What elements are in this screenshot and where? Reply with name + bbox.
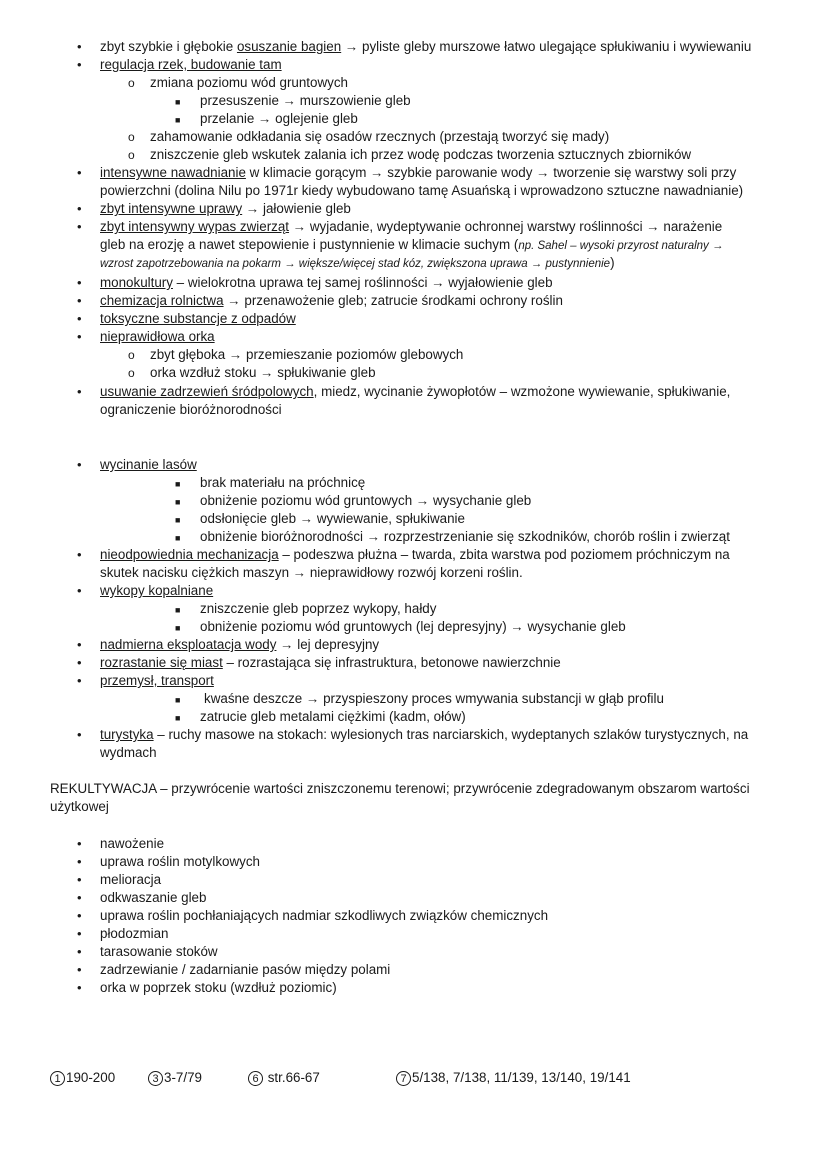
bullet: • (77, 547, 82, 562)
square-bullet: ■ (175, 533, 181, 543)
bullet: • (77, 836, 82, 851)
square-bullet: ■ (175, 479, 181, 489)
bullet: • (77, 457, 82, 472)
circled-number: 3 (148, 1071, 163, 1086)
list-item-cont: wzrost zapotrzebowania na pokarm → większe/więcej stad kóz, zwiększona uprawa → pustynnienie) (100, 255, 615, 270)
square-bullet: ■ (175, 623, 181, 633)
list-item: intensywne nawadnianie w klimacie gorącym → szybkie parowanie wody → tworzenie się warstwy soli przy (100, 165, 737, 180)
sub-sub-item: obniżenie poziomu wód gruntowych → wysychanie gleb (200, 493, 532, 508)
list-item-cont: wydmach (100, 745, 157, 760)
reference: 1 190-200 (50, 1069, 115, 1087)
sub-item: zbyt głęboka → przemieszanie poziomów glebowych (150, 347, 464, 362)
bullet: • (77, 944, 82, 959)
rekultywacja-definition-cont: użytkowej (50, 799, 109, 814)
reference: 7 5/138, 7/138, 11/139, 13/140, 19/141 (396, 1069, 631, 1087)
list-item: przemysł, transport (100, 673, 214, 688)
sub-item: zmiana poziomu wód gruntowych (150, 75, 348, 90)
rek-item: melioracja (100, 872, 162, 887)
square-bullet: ■ (175, 515, 181, 525)
rek-item: zadrzewianie / zadarnianie pasów między polami (100, 962, 391, 977)
list-item: usuwanie zadrzewień śródpolowych, miedz, wycinanie żywopłotów – wzmożone wywiewanie, spłukiwanie, (100, 384, 731, 399)
square-bullet: ■ (175, 97, 181, 107)
square-bullet: ■ (175, 115, 181, 125)
bullet: • (77, 329, 82, 344)
square-bullet: ■ (175, 695, 181, 705)
sub-item: orka wzdłuż stoku → spłukiwanie gleb (150, 365, 376, 380)
rek-item: odkwaszanie gleb (100, 890, 207, 905)
bullet: • (77, 962, 82, 977)
circled-number: 7 (396, 1071, 411, 1086)
rekultywacja-definition: REKULTYWACJA – przywrócenie wartości zniszczonemu terenowi; przywrócenie zdegradowanym obszarom wartości (50, 781, 750, 796)
bullet: • (77, 311, 82, 326)
sub-bullet: o (128, 130, 135, 144)
reference: 3 3-7/79 (148, 1069, 202, 1087)
list-item: wycinanie lasów (100, 457, 197, 472)
list-item-cont: gleb na erozję a nawet stepowienie i pustynnienie w klimacie suchym (np. Sahel – wysoki przyrost naturalny → (100, 237, 724, 252)
list-item: nadmierna eksploatacja wody → lej depresyjny (100, 637, 380, 652)
circled-number: 6 (248, 1071, 263, 1086)
list-item-cont: skutek nacisku ciężkich maszyn → nieprawidłowy rozwój korzeni roślin. (100, 565, 523, 580)
sub-bullet: o (128, 76, 135, 90)
bullet: • (77, 926, 82, 941)
list-item: zbyt szybkie i głębokie osuszanie bagien → pyliste gleby murszowe łatwo ulegające spłukiwaniu i wywiewaniu (100, 39, 752, 54)
bullet: • (77, 275, 82, 290)
bullet: • (77, 854, 82, 869)
bullet: • (77, 384, 82, 399)
sub-sub-item: przesuszenie → murszowienie gleb (200, 93, 411, 108)
sub-bullet: o (128, 366, 135, 380)
list-item: nieodpowiednia mechanizacja – podeszwa płużna – twarda, zbita warstwa pod poziomem próchniczym na (100, 547, 730, 562)
sub-sub-item: kwaśne deszcze → przyspieszony proces wmywania substancji w głąb profilu (204, 691, 664, 706)
bullet: • (77, 219, 82, 234)
square-bullet: ■ (175, 713, 181, 723)
rek-item: uprawa roślin pochłaniających nadmiar szkodliwych związków chemicznych (100, 908, 549, 923)
bullet: • (77, 201, 82, 216)
bullet: • (77, 727, 82, 742)
list-item: wykopy kopalniane (100, 583, 214, 598)
bullet: • (77, 637, 82, 652)
bullet: • (77, 890, 82, 905)
list-item: regulacja rzek, budowanie tam (100, 57, 282, 72)
sub-sub-item: obniżenie poziomu wód gruntowych (lej depresyjny) → wysychanie gleb (200, 619, 626, 634)
bullet: • (77, 293, 82, 308)
sub-item: zniszczenie gleb wskutek zalania ich przez wodę podczas tworzenia sztucznych zbiorników (150, 147, 692, 162)
reference: 6 str.66-67 (248, 1069, 320, 1087)
bullet: • (77, 872, 82, 887)
list-item-cont: powierzchni (dolina Nilu po 1971r kiedy wybudowano tamę Asuańską i wprowadzono sztuczne nawadnianie) (100, 183, 744, 198)
sub-bullet: o (128, 348, 135, 362)
list-item: rozrastanie się miast – rozrastająca się infrastruktura, betonowe nawierzchnie (100, 655, 561, 670)
bullet: • (77, 39, 82, 54)
sub-sub-item: obniżenie bioróżnorodności → rozprzestrzenianie się szkodników, chorób roślin i zwierząt (200, 529, 730, 544)
sub-bullet: o (128, 148, 135, 162)
list-item-cont: ograniczenie bioróżnorodności (100, 402, 282, 417)
sub-sub-item: zniszczenie gleb poprzez wykopy, hałdy (200, 601, 437, 616)
bullet: • (77, 908, 82, 923)
bullet: • (77, 673, 82, 688)
bullet: • (77, 655, 82, 670)
list-item: zbyt intensywny wypas zwierząt → wyjadanie, wydeptywanie ochronnej warstwy roślinności → narażenie (100, 219, 723, 234)
bullet: • (77, 57, 82, 72)
bullet: • (77, 980, 82, 995)
list-item: zbyt intensywne uprawy → jałowienie gleb (100, 201, 351, 216)
rek-item: orka w poprzek stoku (wzdłuż poziomic) (100, 980, 337, 995)
list-item: monokultury – wielokrotna uprawa tej samej roślinności → wyjałowienie gleb (100, 275, 553, 290)
rek-item: płodozmian (100, 926, 169, 941)
list-item: nieprawidłowa orka (100, 329, 215, 344)
rek-item: uprawa roślin motylkowych (100, 854, 261, 869)
square-bullet: ■ (175, 497, 181, 507)
list-item: turystyka – ruchy masowe na stokach: wylesionych tras narciarskich, wydeptanych szlaków turystycznych, na (100, 727, 749, 742)
rek-item: tarasowanie stoków (100, 944, 218, 959)
square-bullet: ■ (175, 605, 181, 615)
bullet: • (77, 583, 82, 598)
sub-sub-item: brak materiału na próchnicę (200, 475, 366, 490)
sub-item: zahamowanie odkładania się osadów rzecznych (przestają tworzyć się mady) (150, 129, 610, 144)
sub-sub-item: zatrucie gleb metalami ciężkimi (kadm, ołów) (200, 709, 466, 724)
bullet: • (77, 165, 82, 180)
sub-sub-item: przelanie → oglejenie gleb (200, 111, 358, 126)
sub-sub-item: odsłonięcie gleb → wywiewanie, spłukiwanie (200, 511, 465, 526)
rek-item: nawożenie (100, 836, 165, 851)
list-item: toksyczne substancje z odpadów (100, 311, 296, 326)
circled-number: 1 (50, 1071, 65, 1086)
list-item: chemizacja rolnictwa → przenawożenie gleb; zatrucie środkami ochrony roślin (100, 293, 563, 308)
